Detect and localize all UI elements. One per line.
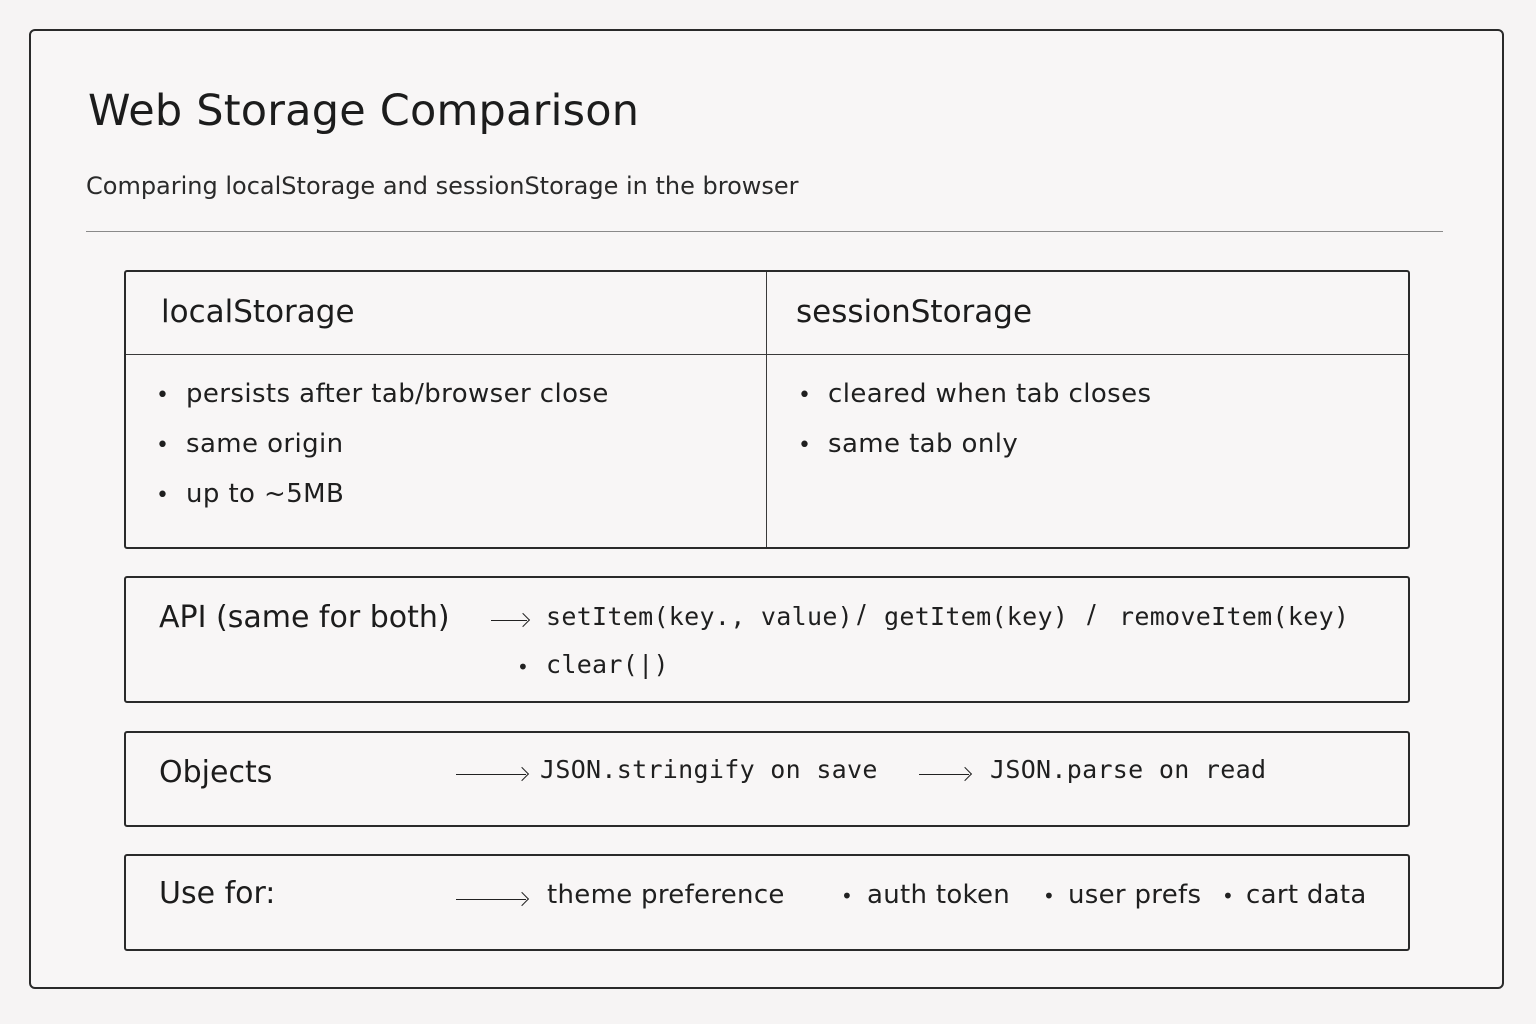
bullet-icon: •	[156, 383, 170, 408]
usefor-label: Use for:	[159, 876, 276, 911]
page-title: Web Storage Comparison	[88, 86, 640, 136]
column-divider	[766, 272, 767, 547]
list-item	[798, 426, 1151, 476]
usefor-item: theme preference	[547, 880, 785, 910]
bullet-icon: •	[798, 433, 812, 458]
bullet-icon: •	[798, 383, 812, 408]
objects-row	[124, 731, 1410, 827]
sessionstorage-bullets	[798, 376, 1151, 476]
comparison-table	[124, 270, 1410, 549]
bullet-text: cleared when tab closes	[828, 379, 1152, 409]
arrow-icon	[456, 774, 526, 775]
api-separator: /	[1087, 600, 1097, 630]
api-method-clear: clear(|)	[546, 650, 669, 679]
bullet-text: same tab only	[828, 429, 1019, 459]
bullet-text: up to ~5MB	[186, 479, 345, 509]
list-item	[156, 476, 609, 526]
header-row-divider	[126, 354, 1408, 355]
bullet-icon: •	[156, 433, 170, 458]
usefor-item: auth token	[867, 880, 1011, 910]
sessionstorage-heading: sessionStorage	[796, 294, 1033, 330]
bullet-icon: •	[1222, 884, 1234, 908]
localstorage-bullets	[156, 376, 609, 526]
api-method-getitem: getItem(key)	[884, 602, 1069, 631]
arrow-icon	[919, 774, 969, 775]
bullet-icon: •	[841, 884, 853, 908]
api-method-removeitem: removeItem(key)	[1119, 602, 1350, 631]
arrow-icon	[491, 620, 527, 621]
api-method-setitem: setItem(key., value)	[546, 602, 854, 631]
api-separator: /	[857, 600, 867, 630]
page-subtitle: Comparing localStorage and sessionStorage in the browser	[86, 172, 799, 200]
api-row	[124, 576, 1410, 703]
objects-step-parse: JSON.parse on read	[990, 755, 1267, 784]
bullet-text: persists after tab/browser close	[186, 379, 609, 409]
header-divider	[86, 231, 1443, 232]
list-item	[156, 376, 609, 426]
list-item	[798, 376, 1151, 426]
usefor-item: cart data	[1246, 880, 1367, 910]
objects-step-stringify: JSON.stringify on save	[540, 755, 878, 784]
usefor-item: user prefs	[1068, 880, 1202, 910]
objects-label: Objects	[159, 755, 273, 790]
bullet-icon: •	[517, 655, 529, 679]
bullet-icon: •	[1043, 884, 1055, 908]
api-label: API (same for both)	[159, 600, 450, 635]
list-item	[156, 426, 609, 476]
localstorage-heading: localStorage	[161, 294, 355, 330]
bullet-text: same origin	[186, 429, 344, 459]
bullet-icon: •	[156, 483, 170, 508]
arrow-icon	[456, 899, 526, 900]
usefor-row	[124, 854, 1410, 951]
